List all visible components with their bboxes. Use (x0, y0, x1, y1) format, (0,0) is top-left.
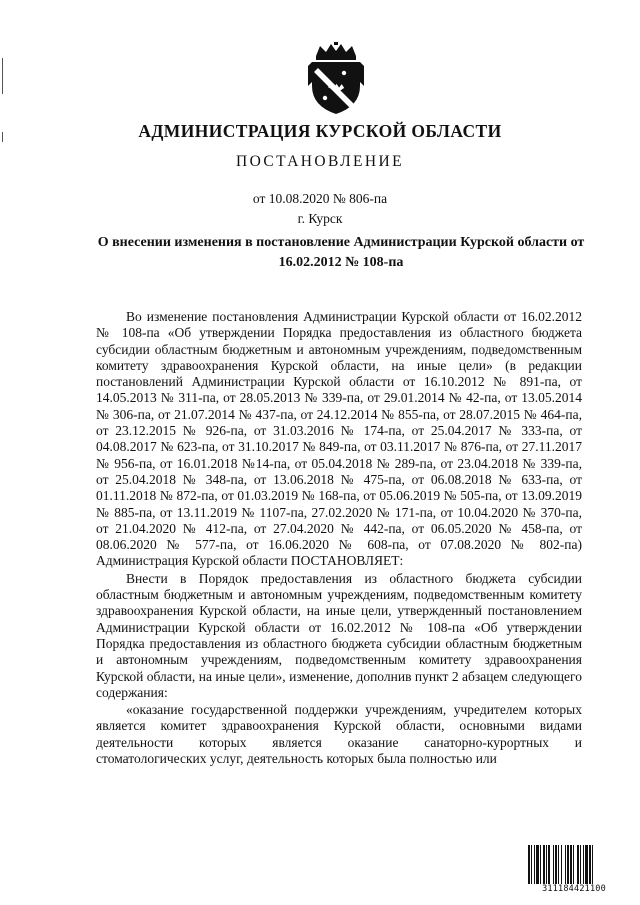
barcode-bar (573, 845, 574, 885)
organization-title: АДМИНИСТРАЦИЯ КУРСКОЙ ОБЛАСТИ (138, 121, 502, 141)
barcode-bar (592, 845, 593, 885)
barcode-bar (534, 845, 535, 885)
barcode-bar (528, 845, 530, 885)
barcode-bar (546, 845, 547, 885)
document-date-number: от 10.08.2020 № 806-па (252, 191, 388, 206)
barcode-bar (585, 845, 588, 885)
barcode-bar (570, 845, 572, 885)
barcode-bar (589, 845, 591, 885)
barcode-bar (567, 845, 569, 885)
barcode-bar (577, 845, 579, 885)
preamble-paragraph: Во изменение постановления Администрации Курской области от 16.02.2012 № 108-па «Об утверждении Порядка предоставления из областного бюджета субсидии областным бюджетным и автономным учреждениям, подведомственным комитету здравоохранения Курской области, на иные цели» (в редакции постановлений Администрации Курской области от 16.10.2012 № 891-па, от 14.05.2013 № 311-па, от 28.05.2013 № 339-па, от 29.01.2014 № 42-па, от 13.05.2014 № 306-па, от 21.07.2014 № 437-па, от 24.12.2014 № 855-па, от 28.07.2015 № 464-па, от 23.12.2015 № 926-па, от 31.03.2016 № 174-па, от 25.04.2017 № 333-па, от 04.08.2017 № 623-па, от 31.10.2017 № 849-па, от 03.11.2017 № 876-па, от 27.11.2017 № 956-па, от 16.01.2018 №14-па, от 05.04.2018 № 289-па, от 23.04.2018 № 339-па, от 25.04.2018 № 348-па, от 13.06.2018 № 475-па, от 06.08.2018 № 633-па, от 01.11.2018 № 872-па, от 01.03.2019 № 168-па, от 05.06.2019 № 505-па, от 13.09.2019 № 885-па, от 13.11.2019 № 1107-па, 27.02.2020 № 171-па, от 10.04.2020 № 370-па, от 21.04.2020 № 412-па, от 27.04.2020 № 442-па, от 06.05.2020 № 458-па, от 08.06.2020 № 577-па, от 16.06.2020 № 608-па, от 07.08.2020 № 802-па) Администрация Курской области ПОСТАНОВЛЯЕТ: (96, 309, 582, 569)
document-city: г. Курск (297, 211, 343, 226)
barcode-bar (580, 845, 581, 885)
barcode-bar (543, 845, 545, 885)
document-subject: О внесении изменения в постановление Администрации Курской области от 16.02.2012 № 108-па (97, 235, 585, 270)
barcode-bar (536, 845, 539, 885)
added-clause-paragraph: «оказание государственной поддержки учреждениям, учредителем которых является комитет здравоохранения Курской области, основными видами деятельности которых является оказание санаторно-курортных и стоматологических услуг, деятельность которых была полностью или (96, 702, 582, 767)
barcode-bar (540, 845, 541, 885)
barcode-bar (565, 845, 566, 885)
barcode-bar (548, 845, 550, 885)
barcode-bar (553, 845, 554, 885)
barcode-bar (561, 845, 562, 885)
document-body (96, 309, 582, 767)
barcode-bar (558, 845, 559, 885)
barcode-bar (555, 845, 557, 885)
kursk-coat-of-arms-icon (304, 42, 368, 116)
barcode-number: 311184421100 (526, 884, 622, 894)
barcode-bar (531, 845, 532, 885)
barcode-bar (583, 845, 584, 885)
amendment-paragraph: Внести в Порядок предоставления из областного бюджета субсидии областным бюджетным и автономным учреждениям, подведомственным комитету здравоохранения Курской области, на иные цели, утвержденный постановлением Администрации Курской области от 16.02.2012 № 108-па «Об утверждении Порядка предоставления из областного бюджета субсидии областным бюджетным и автономным учреждениям, подведомственным комитету здравоохранения Курской области, на иные цели», изменение, дополнив пункт 2 абзацем следующего содержания: (96, 570, 582, 700)
scan-margin-mark (2, 58, 3, 94)
document-type: ПОСТАНОВЛЕНИЕ (236, 153, 404, 170)
